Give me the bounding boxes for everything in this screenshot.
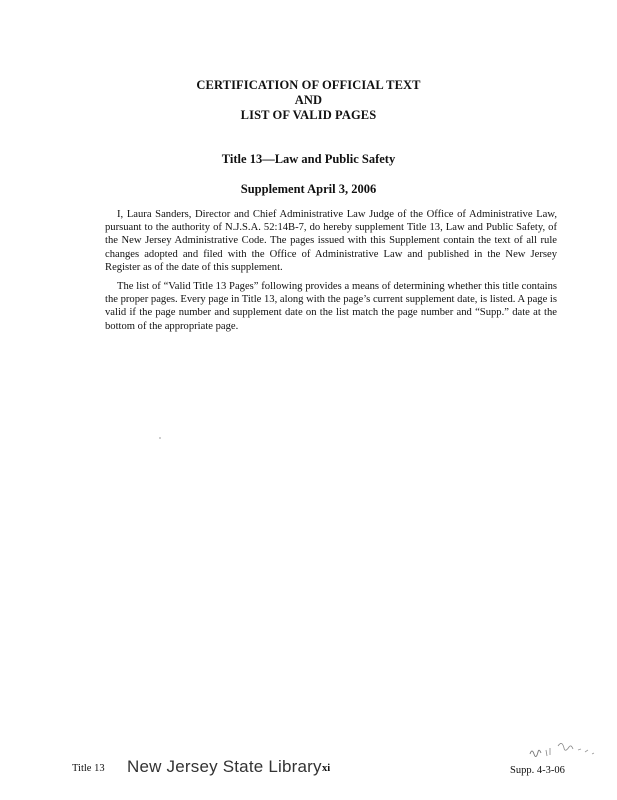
- footer-title: Title 13: [72, 763, 105, 774]
- scan-speck: [159, 437, 161, 439]
- body-text: [105, 208, 557, 339]
- heading-line-2: AND: [294, 93, 323, 107]
- paragraph-certification: I, Laura Sanders, Director and Chief Administrative Law Judge of the Office of Administrative Law, pursuant to the authority of N.J.S.A. 52:14B-7, do hereby supplement Title 13, Law and Public Safety, of the New Jersey Administrative Code. The pages issued with this Supplement contain the text of all rule changes adopted and filed with the Office of Administrative Law and published in the New Jersey Register as of the date of this supplement.: [105, 209, 557, 273]
- paragraph-valid-pages: The list of “Valid Title 13 Pages” following provides a means of determining whether this title contains the proper pages. Every page in Title 13, along with the page’s current supplement date, is listed. A page is valid if the page number and supplement date on the list match the page number and “Supp.” date at the bottom of the appropriate page.: [105, 281, 557, 332]
- page-number: xi: [322, 763, 331, 774]
- heading-line-1: CERTIFICATION OF OFFICIAL TEXT: [196, 78, 421, 92]
- library-stamp: New Jersey State Library: [127, 757, 322, 776]
- page-footer: [0, 755, 617, 785]
- title-heading: Title 13—Law and Public Safety: [221, 152, 396, 166]
- heading-line-3: LIST OF VALID PAGES: [240, 108, 377, 122]
- supplement-date-heading: Supplement April 3, 2006: [240, 182, 377, 196]
- footer-supplement-date: Supp. 4-3-06: [510, 765, 565, 776]
- certification-heading: [0, 78, 617, 123]
